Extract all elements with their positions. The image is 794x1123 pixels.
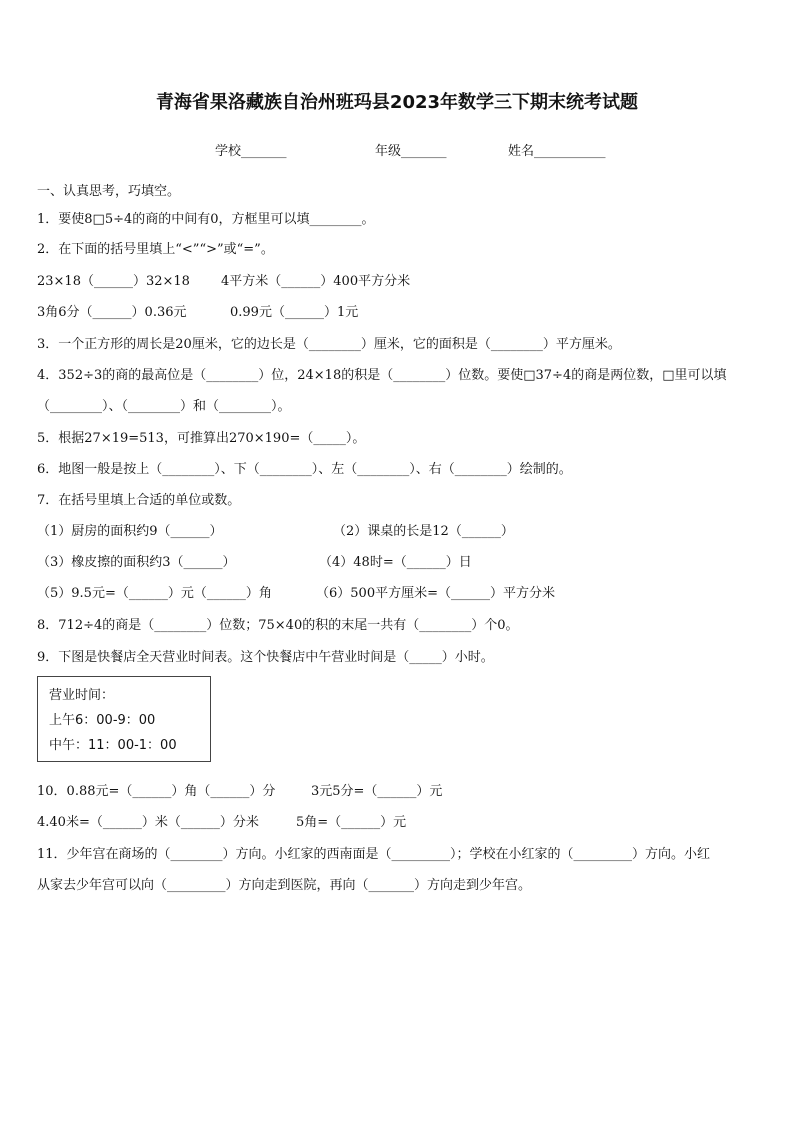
q7-item-3: （3）橡皮擦的面积约3（______） bbox=[37, 555, 236, 570]
q2-item-3: 3角6分（______）0.36元 bbox=[37, 305, 187, 320]
question-6: 6．地图一般是按上（________）、下（________）、左（________）、右（________）绘制的。 bbox=[37, 462, 572, 477]
question-2-row-1 bbox=[37, 270, 410, 289]
question-4: 4．352÷3的商的最高位是（________）位，24×18的积是（________）位数。要使□37÷4的商是两位数，□里可以填 bbox=[37, 368, 727, 383]
question-4-cont: （________）、（________）和（________）。 bbox=[37, 399, 291, 414]
question-11-cont: 从家去少年宫可以向（_________）方向走到医院，再向（_______）方向走到少年宫。 bbox=[37, 878, 532, 893]
q7-item-4: （4）48时=（______）日 bbox=[319, 555, 472, 570]
question-11: 11．少年宫在商场的（________）方向。小红家的西南面是（_________）；学校在小红家的（_________）方向。小红 bbox=[37, 847, 711, 862]
question-7: 7．在括号里填上合适的单位或数。 bbox=[37, 493, 241, 508]
grade-field: 年级_______ bbox=[375, 144, 447, 159]
name-field: 姓名___________ bbox=[508, 144, 606, 159]
q7-item-6: （6）500平方厘米=（______）平方分米 bbox=[316, 586, 555, 601]
q2-item-1: 23×18（______）32×18 bbox=[37, 274, 190, 289]
question-7-row-2 bbox=[37, 551, 472, 570]
q10-item-4: 5角=（______）元 bbox=[296, 815, 407, 830]
question-5: 5．根据27×19=513，可推算出270×190=（_____）。 bbox=[37, 431, 366, 446]
hours-noon: 中午：11：00-1：00 bbox=[49, 738, 177, 753]
question-1: 1．要使8□5÷4的商的中间有0，方框里可以填________。 bbox=[37, 212, 375, 227]
q10-item-2: 3元5分=（______）元 bbox=[311, 784, 443, 799]
question-2: 2．在下面的括号里填上“<”“>”或“=”。 bbox=[37, 242, 274, 257]
question-7-row-3 bbox=[37, 582, 555, 601]
question-2-row-2 bbox=[37, 301, 358, 320]
question-10-row-1 bbox=[37, 780, 442, 799]
q2-item-2: 4平方米（______）400平方分米 bbox=[221, 274, 411, 289]
q7-item-5: （5）9.5元=（______）元（______）角 bbox=[37, 586, 272, 601]
section-heading: 一、认真思考，巧填空。 bbox=[37, 184, 181, 199]
business-hours-box bbox=[37, 676, 211, 762]
question-7-row-1 bbox=[37, 520, 514, 539]
question-10-row-2 bbox=[37, 811, 406, 830]
question-8: 8．712÷4的商是（________）位数；75×40的积的末尾一共有（________）个0。 bbox=[37, 618, 519, 633]
q7-item-1: （1）厨房的面积约9（______） bbox=[37, 524, 223, 539]
school-field: 学校_______ bbox=[215, 144, 287, 159]
q7-item-2: （2）课桌的长是12（______） bbox=[333, 524, 514, 539]
question-9: 9．下图是快餐店全天营业时间表。这个快餐店中午营业时间是（_____）小时。 bbox=[37, 650, 494, 665]
hours-morning: 上午6：00-9：00 bbox=[49, 713, 156, 728]
hours-heading: 营业时间： bbox=[49, 688, 115, 703]
question-3: 3．一个正方形的周长是20厘米，它的边长是（________）厘米，它的面积是（________）平方厘米。 bbox=[37, 337, 621, 352]
page-title: 青海省果洛藏族自治州班玛县2023年数学三下期末统考试题 bbox=[155, 92, 639, 113]
q10-item-1: 10．0.88元=（______）角（______）分 bbox=[37, 784, 276, 799]
q2-item-4: 0.99元（______）1元 bbox=[230, 305, 359, 320]
q10-item-3: 4.40米=（______）米（______）分米 bbox=[37, 815, 259, 830]
